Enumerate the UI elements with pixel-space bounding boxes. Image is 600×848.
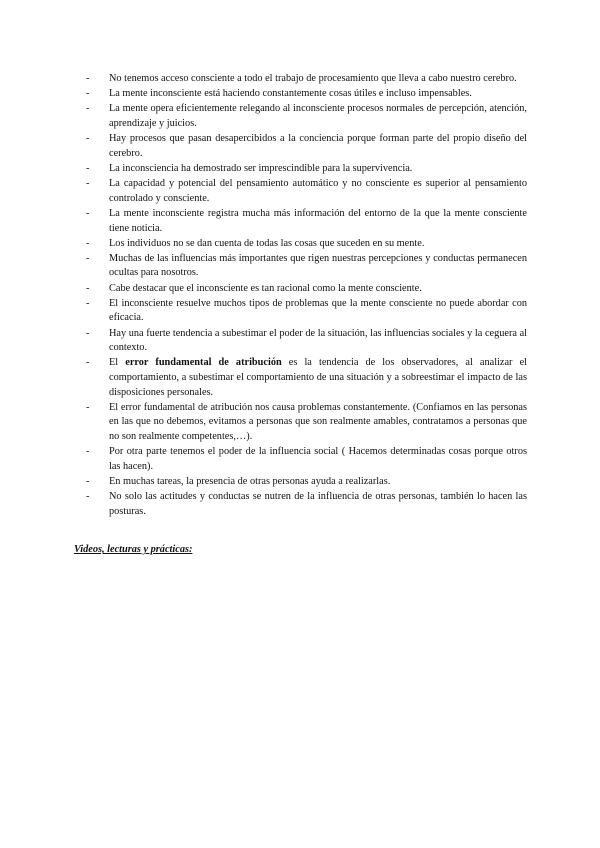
bullet-dash: - [86, 357, 90, 369]
bullet-dash: - [86, 237, 90, 249]
bullet-text: Muchas de las influencias más importantes que rigen nuestras percepciones y conductas permanecen ocultas para nosotros. [109, 252, 527, 279]
bullet-text: La capacidad y potencial del pensamiento automático y no consciente es superior al pensamiento controlado y consciente. [109, 178, 527, 204]
bullet-item [86, 282, 527, 297]
bullet-dash: - [86, 133, 90, 145]
bullet-item [86, 237, 527, 252]
bullet-dash: - [86, 327, 90, 339]
bullet-text: Los individuos no se dan cuenta de todas las cosas que suceden en su mente. [109, 237, 425, 249]
bullet-item [86, 445, 527, 474]
bullet-dash: - [86, 252, 90, 264]
bullet-text: La mente inconsciente está haciendo constantemente cosas útiles e incluso impensables. [109, 88, 472, 100]
section-title: Videos, lecturas y prácticas: [74, 544, 193, 555]
bullet-text-pre: El [109, 357, 126, 369]
bullet-item [86, 327, 527, 356]
bullet-dash: - [86, 475, 90, 487]
bullet-item [86, 252, 527, 281]
bullet-dash: - [86, 162, 90, 174]
bullet-bold-term: error fundamental de atribución [125, 357, 282, 369]
bullet-text: No solo las actitudes y conductas se nutren de la influencia de otras personas, también lo hacen las posturas. [109, 491, 527, 517]
bullet-dash: - [86, 73, 90, 84]
bullet-item [86, 207, 527, 236]
bullet-text-post: es la tendencia de los observadores, al analizar el comportamiento, a subestimar el comportamiento de una situación y a sobreestimar el impacto de las disposiciones personales. [109, 357, 528, 398]
bullet-dash: - [86, 103, 90, 115]
bullet-item [86, 356, 527, 400]
bullet-text: En muchas tareas, la presencia de otras personas ayuda a realizarlas. [109, 475, 391, 487]
bullet-dash: - [86, 88, 90, 100]
bullet-dash: - [86, 491, 90, 503]
bullet-dash: - [86, 297, 90, 309]
bullet-list [86, 72, 527, 520]
bullet-text: El error fundamental de atribución nos causa problemas constantemente. (Confiamos en las personas en las que no debemos, evitamos a personas que son realmente amables, contratamos a personas que no son realmente competentes,…). [109, 401, 527, 442]
bullet-item [86, 490, 527, 519]
bullet-dash: - [86, 178, 90, 190]
bullet-item [86, 87, 527, 102]
bullet-text: Hay una fuerte tendencia a subestimar el poder de la situación, las influencias sociales y la ceguera al contexto. [109, 327, 527, 354]
bullet-text: La inconsciencia ha demostrado ser imprescindible para la supervivencia. [109, 162, 413, 174]
bullet-dash: - [86, 282, 90, 294]
bullet-dash: - [86, 207, 90, 219]
bullet-item [86, 162, 527, 177]
bullet-item [86, 72, 527, 87]
bullet-item [86, 297, 527, 326]
bullet-dash: - [86, 401, 90, 413]
bullet-text: El inconsciente resuelve muchos tipos de problemas que la mente consciente no puede abordar con eficacia. [109, 297, 527, 324]
bullet-text: La mente opera eficientemente relegando al inconsciente procesos normales de percepción, atención, aprendizaje y juicios. [109, 103, 527, 129]
bullet-text: La mente inconsciente registra mucha más información del entorno de la que la mente consciente tiene noticia. [109, 207, 527, 234]
bullet-item [86, 177, 527, 206]
bullet-item [86, 401, 527, 445]
bullet-item [86, 475, 527, 490]
bullet-dash: - [86, 446, 90, 458]
bullet-text: No tenemos acceso consciente a todo el trabajo de procesamiento que lleva a cabo nuestro cerebro. [109, 73, 517, 84]
bullet-text: Por otra parte tenemos el poder de la influencia social ( Hacemos determinadas cosas porque otros las hacen). [109, 446, 527, 472]
bullet-text: Hay procesos que pasan desapercibidos a la conciencia porque forman parte del propio diseño del cerebro. [109, 133, 527, 159]
bullet-text: Cabe destacar que el inconsciente es tan racional como la mente consciente. [109, 282, 422, 294]
bullet-item [86, 132, 527, 161]
bullet-item [86, 102, 527, 131]
